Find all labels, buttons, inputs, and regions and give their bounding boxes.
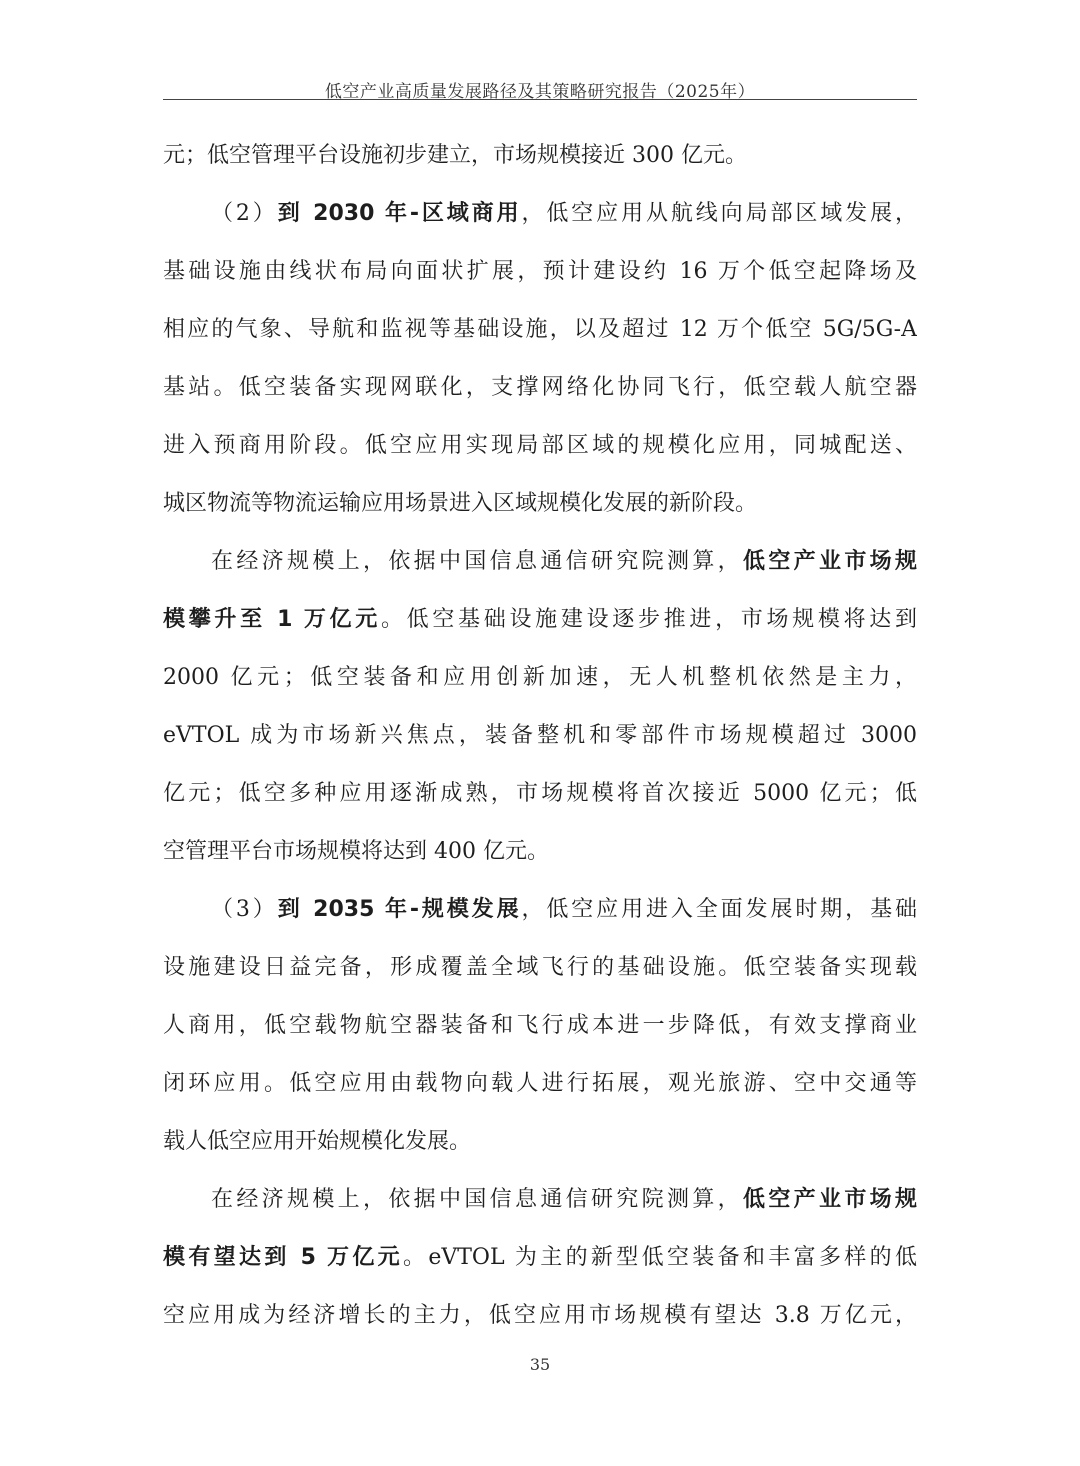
- emphasis-text: 模有望达到 5 万亿元: [163, 1245, 404, 1270]
- text-line: 2000 亿元；低空装备和应用创新加速，无人机整机依然是主力，: [163, 665, 917, 690]
- section-heading: 到 2030 年-区域商用: [277, 201, 522, 226]
- text-line: 空应用成为经济增长的主力，低空应用市场规模有望达 3.8 万亿元，: [163, 1303, 917, 1328]
- text-line: eVTOL 成为市场新兴焦点，装备整机和零部件市场规模超过 3000: [163, 723, 917, 748]
- text-line: 相应的气象、导航和监视等基础设施，以及超过 12 万个低空 5G/5G-A: [163, 317, 917, 342]
- text-line: （3）到 2035 年-规模发展，低空应用进入全面发展时期，基础: [211, 897, 917, 922]
- emphasis-text: 低空产业市场规: [742, 549, 917, 574]
- text-line: 在经济规模上，依据中国信息通信研究院测算，低空产业市场规: [211, 549, 917, 574]
- text-line: 在经济规模上，依据中国信息通信研究院测算，低空产业市场规: [211, 1187, 917, 1212]
- emphasis-text: 低空产业市场规: [742, 1187, 917, 1212]
- section-heading: 到 2035 年-规模发展: [277, 897, 522, 922]
- page-number: 35: [529, 1355, 551, 1374]
- text-line: 进入预商用阶段。低空应用实现局部区域的规模化应用，同城配送、: [163, 433, 917, 458]
- text-line: 基站。低空装备实现网联化，支撑网络化协同飞行，低空载人航空器: [163, 375, 917, 400]
- text-line: 空管理平台市场规模将达到 400 亿元。: [163, 839, 549, 864]
- text-line: 元；低空管理平台设施初步建立，市场规模接近 300 亿元。: [163, 143, 747, 168]
- text-line: 模攀升至 1 万亿元。低空基础设施建设逐步推进，市场规模将达到: [163, 607, 917, 632]
- body-text: [163, 127, 917, 1345]
- text-line: 基础设施由线状布局向面状扩展，预计建设约 16 万个低空起降场及: [163, 259, 917, 284]
- text-line: 人商用，低空载物航空器装备和飞行成本进一步降低，有效支撑商业: [163, 1013, 917, 1038]
- text-line: （2）到 2030 年-区域商用，低空应用从航线向局部区域发展，: [211, 201, 917, 226]
- header-rule: [163, 99, 917, 100]
- text-line: 载人低空应用开始规模化发展。: [163, 1129, 472, 1154]
- text-line: 模有望达到 5 万亿元。eVTOL 为主的新型低空装备和丰富多样的低: [163, 1245, 917, 1270]
- text-line: 设施建设日益完备，形成覆盖全域飞行的基础设施。低空装备实现载: [163, 955, 917, 980]
- emphasis-text: 模攀升至 1 万亿元: [163, 607, 381, 632]
- text-line: 亿元；低空多种应用逐渐成熟，市场规模将首次接近 5000 亿元；低: [163, 781, 917, 806]
- running-header: 低空产业高质量发展路径及其策略研究报告（2025年）: [324, 82, 756, 102]
- text-line: 城区物流等物流运输应用场景进入区域规模化发展的新阶段。: [163, 491, 758, 516]
- text-line: 闭环应用。低空应用由载物向载人进行拓展，观光旅游、空中交通等: [163, 1071, 917, 1096]
